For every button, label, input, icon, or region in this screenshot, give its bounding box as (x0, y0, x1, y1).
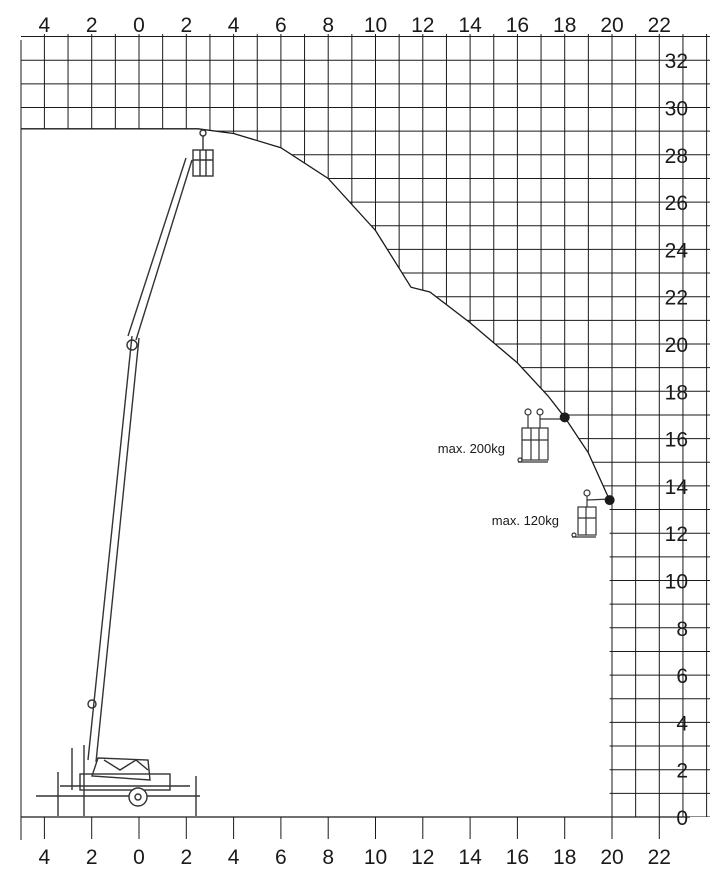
capacity-label: max. 200kg (437, 441, 505, 456)
grid (21, 34, 710, 817)
x-tick-label-top: 20 (600, 14, 624, 37)
y-tick-label: 16 (664, 428, 688, 452)
x-tick-label-top: 2 (180, 14, 193, 37)
x-tick-label-bottom: 18 (553, 846, 577, 869)
x-tick-label-bottom: 12 (411, 846, 435, 869)
x-tick-label-bottom: 8 (322, 846, 335, 869)
y-tick-label: 14 (664, 475, 688, 499)
y-tick-label: 26 (664, 192, 688, 216)
x-tick-label-top: 2 (85, 14, 98, 37)
y-tick-label: 24 (664, 239, 688, 263)
x-tick-label-bottom: 2 (180, 846, 193, 869)
y-tick-label: 6 (676, 665, 688, 689)
x-tick-label-top: 10 (363, 14, 388, 37)
y-tick-label: 18 (664, 381, 688, 405)
x-tick-label-top: 0 (133, 14, 145, 37)
y-tick-label: 22 (664, 286, 688, 310)
x-tick-label-top: 18 (553, 14, 577, 37)
x-tick-label-bottom: 16 (505, 846, 530, 869)
y-tick-label: 10 (664, 570, 688, 594)
y-tick-label: 0 (676, 807, 688, 830)
x-tick-label-bottom: 4 (38, 846, 51, 869)
x-tick-label-top: 4 (38, 14, 51, 37)
x-tick-label-bottom: 20 (600, 846, 624, 869)
y-tick-label: 8 (676, 617, 688, 641)
basket-two-workers-icon (518, 409, 564, 462)
x-tick-label-top: 22 (647, 14, 671, 37)
x-tick-label-bottom: 6 (275, 846, 287, 869)
y-tick-label: 28 (664, 144, 688, 168)
aerial-work-platform-icon (36, 130, 213, 816)
x-tick-label-bottom: 2 (85, 846, 98, 869)
x-tick-label-top: 16 (505, 14, 530, 37)
x-tick-label-bottom: 22 (647, 846, 671, 869)
x-tick-label-bottom: 0 (133, 846, 145, 869)
working-envelope-line (21, 129, 610, 500)
basket-one-worker-icon (572, 490, 611, 537)
y-tick-label: 20 (664, 334, 688, 357)
y-tick-label: 30 (664, 97, 688, 121)
x-tick-label-bottom: 14 (458, 846, 482, 869)
x-tick-label-top: 4 (227, 14, 240, 37)
x-tick-label-bottom: 4 (227, 846, 240, 869)
y-tick-label: 2 (676, 759, 688, 783)
y-tick-label: 32 (664, 50, 688, 74)
x-tick-label-top: 12 (411, 14, 435, 37)
capacity-marker-point (560, 412, 570, 422)
x-tick-label-top: 6 (275, 14, 287, 37)
x-tick-label-top: 14 (458, 14, 482, 37)
x-tick-label-top: 8 (322, 14, 335, 37)
capacity-marker-point (605, 495, 615, 505)
y-tick-label: 12 (664, 523, 688, 547)
capacity-label: max. 120kg (491, 513, 559, 528)
x-tick-label-bottom: 10 (363, 846, 388, 869)
y-tick-label: 4 (676, 712, 688, 736)
